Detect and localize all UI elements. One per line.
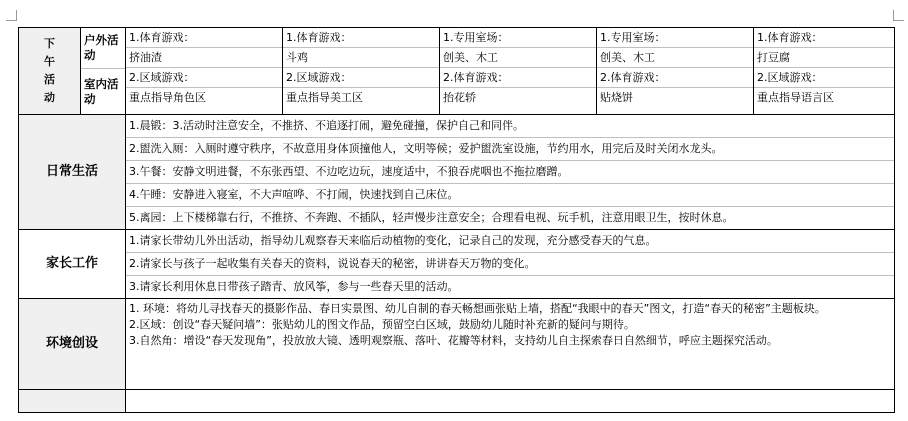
environment-label: 环境创设 (19, 299, 126, 390)
afternoon-col-4: 1.专用室场： 创美、木工 2.体育游戏： 贴烧饼 (597, 28, 754, 115)
parent-work-item: 3.请家长利用休息日带孩子踏青、放风筝，参与一些春天里的活动。 (129, 280, 459, 293)
parent-work-item: 1.请家长带幼儿外出活动，指导幼儿观察春天来临后动植物的变化，记录自己的发现，充分感受春天的气息。 (126, 230, 894, 253)
page-corner-mark-left (6, 10, 17, 21)
parent-work-row (19, 230, 895, 299)
daily-life-item: 1.晨锻：3.活动时注意安全，不推挤、不追逐打闹，避免碰撞，保护自己和同伴。 (126, 115, 894, 138)
daily-life-item: 2.盥洗入厕：入厕时遵守秩序，不故意用身体顶撞他人，文明等候；爱护盥洗室设施，节约用水，用完后及时关闭水龙头。 (126, 138, 894, 161)
environment-item: 2.区域：创设“春天疑问墙”：张贴幼儿的图文作品，预留空白区域，鼓励幼儿随时补充新的疑问与期待。 (129, 318, 635, 331)
bottom-row-content (126, 390, 895, 413)
daily-life-item: 4.午睡：安静进入寝室，不大声喧哗、不打闹，快速找到自己床位。 (126, 184, 894, 207)
afternoon-sublabels (81, 28, 126, 115)
parent-work-label: 家长工作 (19, 230, 126, 299)
schedule-table (18, 27, 895, 413)
environment-row (19, 299, 895, 390)
environment-content (126, 299, 895, 390)
daily-life-item: 3.午餐：安静文明进餐，不东张西望、不边吃边玩，速度适中，不狼吞虎咽也不拖拉磨蹭。 (126, 161, 894, 184)
bottom-row-label (19, 390, 126, 413)
daily-life-label: 日常生活 (19, 115, 126, 230)
daily-life-row (19, 115, 895, 230)
environment-item: 3.自然角：增设“春天发现角”，投放放大镜、透明观察瓶、落叶、花瓣等材料，支持幼儿自主探索春日自然细节，呼应主题探究活动。 (129, 334, 778, 347)
afternoon-col-3: 1.专用室场： 创美、木工 2.体育游戏： 抬花轿 (440, 28, 597, 115)
environment-item: 1. 环境：将幼儿寻找春天的摄影作品、春日实景图、幼儿自制的春天畅想画张贴上墙，搭配“我眼中的春天”图文，打造“春天的秘密”主题板块。 (129, 302, 826, 315)
afternoon-col-2: 1.体育游戏： 斗鸡 2.区域游戏： 重点指导美工区 (283, 28, 440, 115)
page-corner-mark-right (893, 10, 904, 21)
afternoon-row (19, 28, 895, 115)
afternoon-label: 下 午 活 动 (19, 28, 81, 115)
afternoon-col-5: 1.体育游戏： 打豆腐 2.区域游戏： 重点指导语言区 (754, 28, 895, 115)
indoor-activity-label: 室内活动 (84, 76, 119, 106)
outdoor-activity-label: 户外活动 (81, 28, 125, 69)
parent-work-content (126, 230, 895, 299)
bottom-row (19, 390, 895, 413)
daily-life-content (126, 115, 895, 230)
parent-work-item: 2.请家长与孩子一起收集有关春天的资料，说说春天的秘密，讲讲春天万物的变化。 (126, 253, 894, 276)
afternoon-col-1: 1.体育游戏： 挤油渣 2.区域游戏： 重点指导角色区 (126, 28, 283, 115)
daily-life-item: 5.离园：上下楼梯靠右行，不推挤、不奔跑、不插队，轻声慢步注意安全；合理看电视、玩手机，注意用眼卫生，按时休息。 (129, 211, 734, 224)
